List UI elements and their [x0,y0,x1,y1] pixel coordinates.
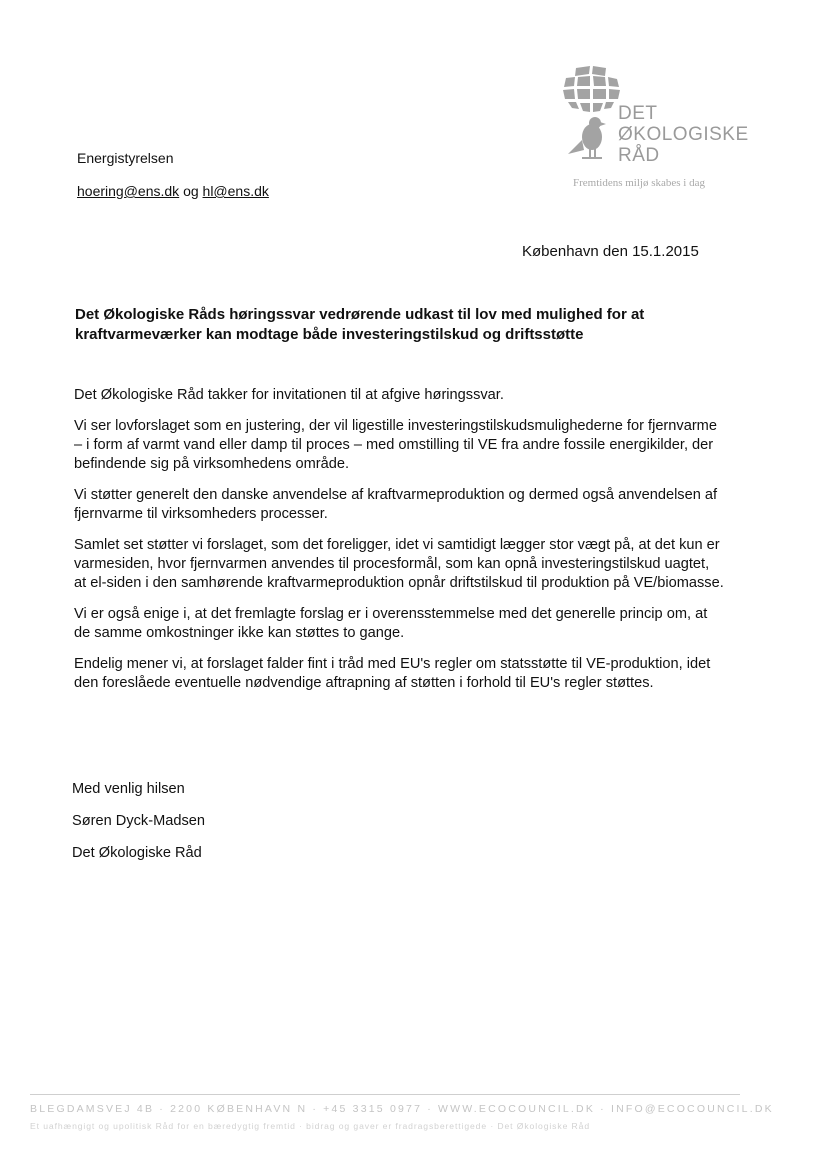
email-link-1[interactable]: hoering@ens.dk [77,183,180,199]
closing-greeting: Med venlig hilsen [72,781,185,797]
email-link-2[interactable]: hl@ens.dk [202,183,269,199]
body-paragraph: Det Økologiske Råd takker for invitationen til at afgive høringssvar. [74,387,504,403]
footer-divider [30,1094,740,1095]
organisation-name-line-3: RÅD [618,145,660,166]
organisation-name [618,103,749,166]
body-paragraph: Vi støtter generelt den danske anvendelse af kraftvarmeproduktion og dermed også anvendelsen af fjernvarme til virksomheders processer. [74,487,718,522]
body-paragraph: Vi er også enige i, at det fremlagte forslag er i overensstemmelse med det generelle princip om, at de samme omkostninger ikke kan støttes to gange. [74,606,708,641]
recipient-emails [77,183,269,199]
body-paragraph: Vi ser lovforslaget som en justering, der vil ligestille investeringstilskudsmulighederne for fjernvarme – i form af varmt vand eller damp til proces – med omstilling til VE fra andre fossile energikilder, der befindende sig på virksomhedens område. [74,418,717,472]
letter-body [74,386,724,705]
signer-organisation: Det Økologiske Råd [72,845,202,861]
recipient-name: Energistyrelsen [77,150,174,166]
organisation-name-line-1: DET [618,103,658,124]
footer-fine-print: Et uafhængigt og upolitisk Råd for en bæredygtig fremtid · bidrag og gaver er fradragsberettigede · Det Økologiske Råd [30,1121,591,1131]
letter-closing [72,780,205,876]
letter-subject: Det Økologiske Råds høringssvar vedrørende udkast til lov med mulighed for at kraftvarmeværker kan modtage både investeringstilskud og driftsstøtte [75,306,645,343]
body-paragraph: Samlet set støtter vi forslaget, som det foreligger, idet vi samtidigt lægger stor vægt på, at det kun er varmesiden, hvor fjernvarmen anvendes til procesformål, som kan opnå investeringstilskud uagtet, at el-siden i den samhørende kraftvarmeproduktion opnår driftstilskud til produktion på VE/biomasse. [74,537,724,591]
signer-name: Søren Dyck-Madsen [72,813,206,829]
organisation-tagline: Fremtidens miljø skabes i dag [573,177,705,189]
body-paragraph: Endelig mener vi, at forslaget falder fint i tråd med EU's regler om statsstøtte til VE-produktion, idet den foreslåede eventuelle nødvendige aftrapning af støtten i forhold til EU's regler støttes. [74,656,711,691]
organisation-name-line-2: ØKOLOGISKE [618,124,749,145]
footer-address: BLEGDAMSVEJ 4B · 2200 KØBENHAVN N · +45 3315 0977 · WWW.ECOCOUNCIL.DK · INFO@ECOCOUNCIL.DK [30,1103,774,1115]
date-line: København den 15.1.2015 [522,243,699,260]
email-joiner: og [183,183,199,199]
